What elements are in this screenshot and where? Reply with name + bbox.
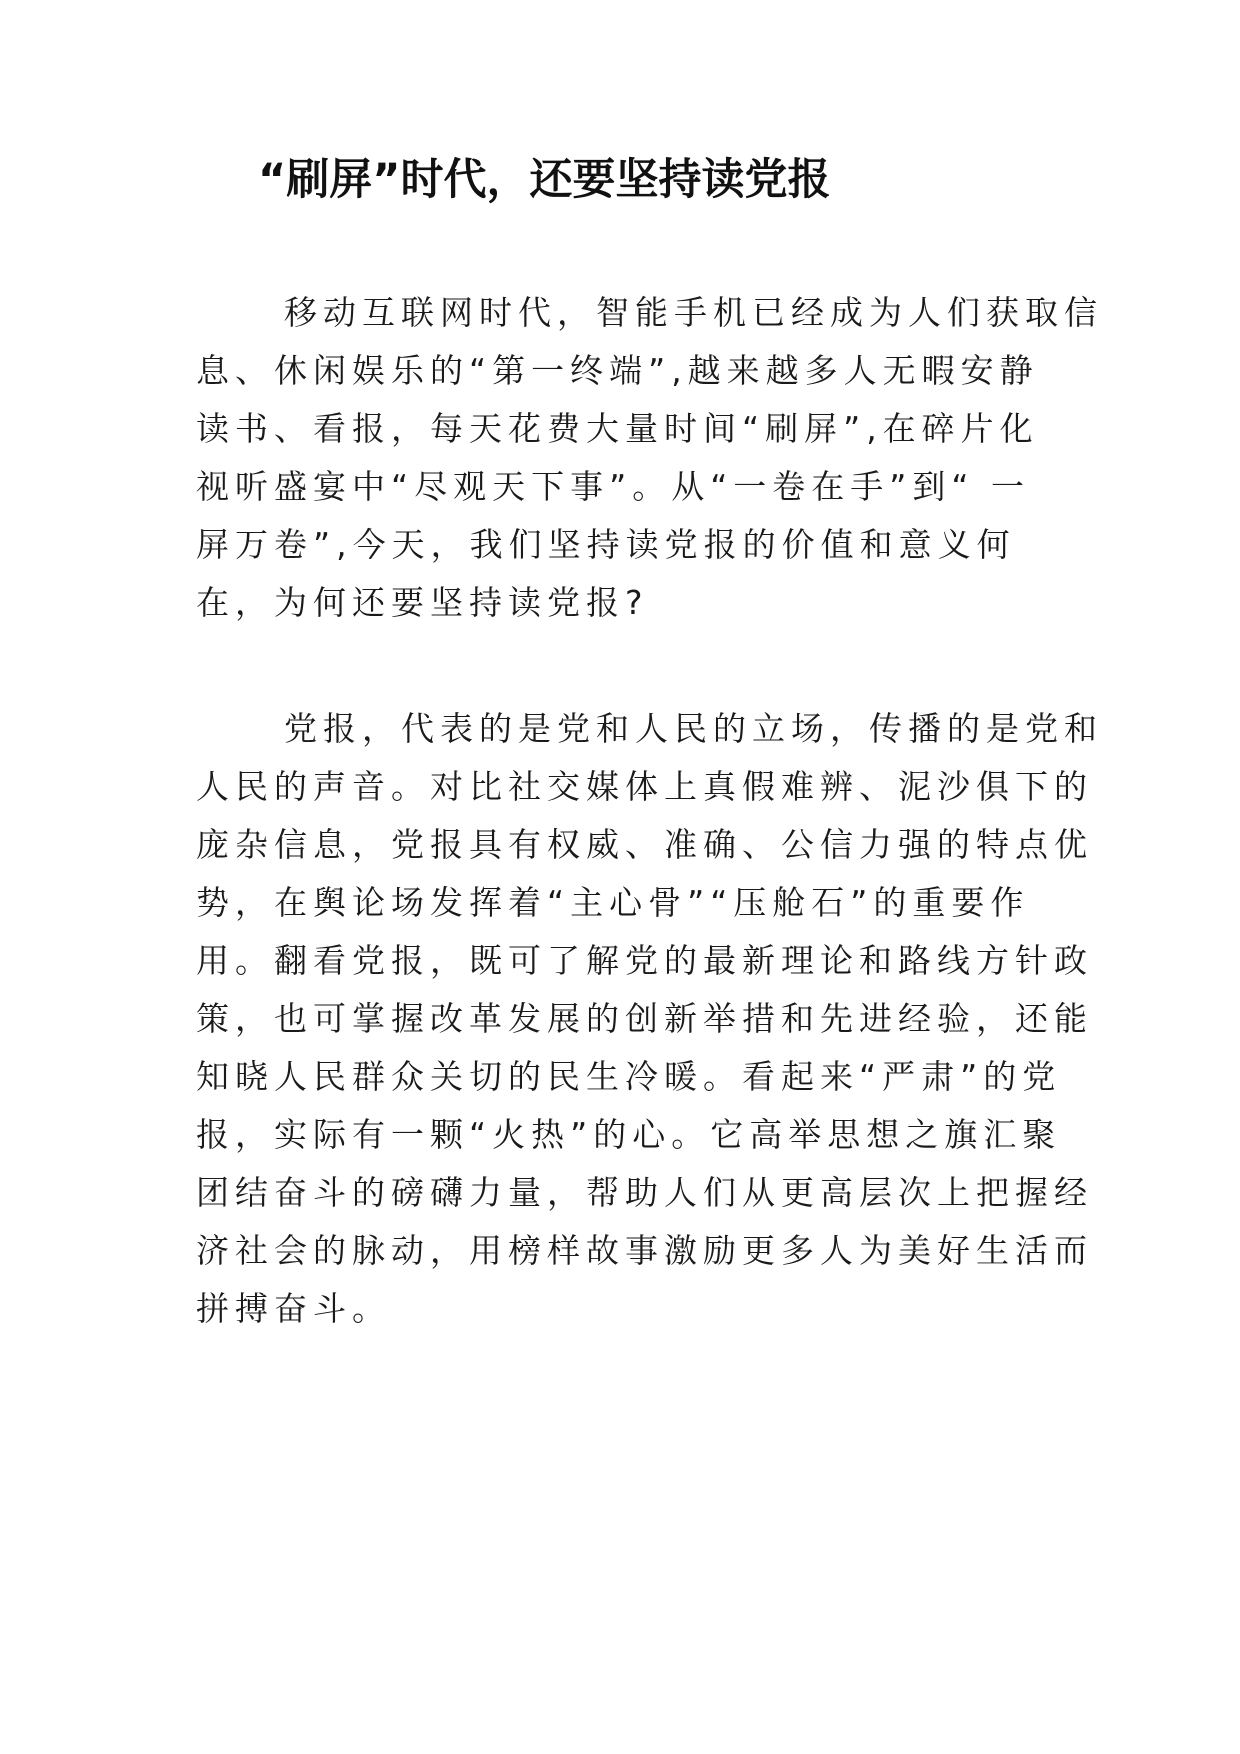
paragraph-1-line-5: 屏万卷”,今天，我们坚持读党报的价值和意义何 xyxy=(196,525,1016,564)
paragraph-2-line-9: 团结奋斗的磅礴力量，帮助人们从更高层次上把握经 xyxy=(196,1173,1093,1212)
paragraph-2-line-8: 报，实际有一颗“火热”的心。它高举思想之旗汇聚 xyxy=(196,1115,1062,1154)
document-title: “刷屏”时代，还要坚持读党报 xyxy=(258,155,831,205)
paragraph-1-line-2: 息、休闲娱乐的“第一终端”,越来越多人无暇安静 xyxy=(196,351,1039,390)
paragraph-2-line-1: 党报，代表的是党和人民的立场，传播的是党和 xyxy=(284,709,1103,748)
paragraph-2-line-11: 拼搏奋斗。 xyxy=(196,1289,391,1328)
paragraph-2-line-3: 庞杂信息，党报具有权威、准确、公信力强的特点优 xyxy=(196,825,1093,864)
paragraph-2-line-7: 知晓人民群众关切的民生冷暖。看起来“严肃”的党 xyxy=(196,1057,1062,1096)
paragraph-1-line-6: 在，为何还要坚持读党报? xyxy=(196,583,649,622)
paragraph-1-line-1: 移动互联网时代，智能手机已经成为人们获取信 xyxy=(284,293,1103,332)
paragraph-1-line-3: 读书、看报，每天花费大量时间“刷屏”,在碎片化 xyxy=(196,409,1039,448)
paragraph-2-line-5: 用。翻看党报，既可了解党的最新理论和路线方针政 xyxy=(196,941,1093,980)
paragraph-2-line-2: 人民的声音。对比社交媒体上真假难辨、泥沙俱下的 xyxy=(196,767,1093,806)
paragraph-2-line-6: 策，也可掌握改革发展的创新举措和先进经验，还能 xyxy=(196,999,1093,1038)
paragraph-2-line-4: 势，在舆论场发挥着“主心骨”“压舱石”的重要作 xyxy=(196,883,1030,922)
paragraph-2 xyxy=(196,700,1103,1338)
paragraph-1 xyxy=(196,284,1103,632)
paragraph-2-line-10: 济社会的脉动，用榜样故事激励更多人为美好生活而 xyxy=(196,1231,1093,1270)
paragraph-1-line-4: 视听盛宴中“尽观天下事”。从“一卷在手”到“ 一 xyxy=(196,467,1030,506)
